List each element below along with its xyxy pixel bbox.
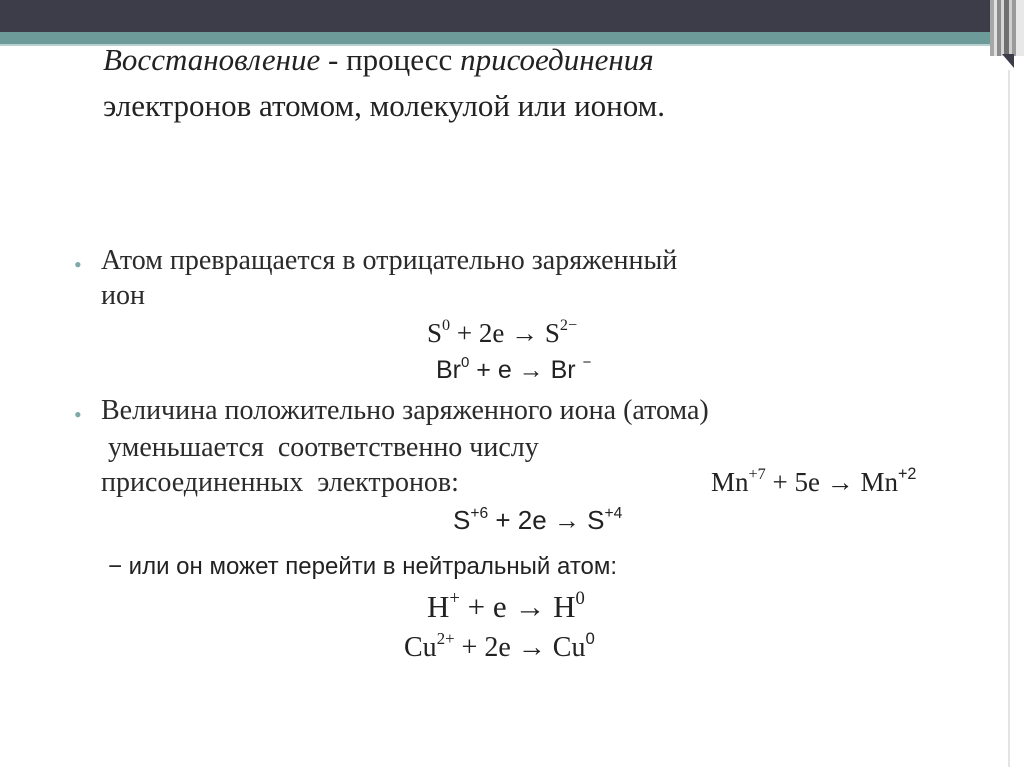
eq-h-lhs: H — [427, 589, 450, 624]
eq-br-rhs-charge: − — [582, 354, 592, 372]
eq-br-lhs: Br — [436, 356, 461, 384]
equation-sulfur-ion-reduction — [453, 505, 622, 536]
eq-h-mid: + e → H — [459, 589, 576, 624]
eq-cu-lhs: Cu — [404, 632, 437, 663]
eq-s-lhs: S — [427, 318, 443, 348]
eq-mn-mid: + 5e → Mn — [765, 467, 898, 497]
bullet-1-line2: ион — [101, 280, 145, 311]
slide-title — [103, 42, 654, 78]
title-connector: - процесс — [320, 42, 461, 77]
neutral-atom-note: − или он может перейти в нейтральный атом: — [108, 553, 618, 580]
eq-sion-mid: + 2e → S — [488, 505, 605, 535]
bullet-1-line1: Атом превращается в отрицательно заряженный — [101, 245, 678, 276]
equation-copper-reduction — [404, 629, 595, 664]
eq-br-mid: + e → Br — [469, 356, 583, 384]
eq-s-mid: + 2e → S — [450, 318, 560, 348]
eq-h-lhs-charge: + — [449, 587, 460, 609]
eq-mn-lhs: Mn — [711, 467, 749, 497]
bullet-dot: • — [74, 402, 82, 427]
bullet-2-line1: Величина положительно заряженного иона (атома) — [101, 395, 709, 426]
eq-cu-lhs-charge: 2+ — [436, 629, 455, 648]
bullet-2-line3: присоединенных электронов: — [101, 467, 459, 498]
eq-cu-rhs-charge: 0 — [585, 629, 595, 648]
eq-h-rhs-charge: 0 — [575, 587, 585, 609]
eq-s-lhs-charge: 0 — [442, 316, 451, 335]
eq-sion-rhs-charge: +4 — [604, 504, 623, 522]
eq-sion-lhs-charge: +6 — [470, 504, 489, 522]
equation-hydrogen-reduction — [427, 589, 585, 625]
title-term: Восстановление — [103, 42, 321, 77]
right-page-edge — [1008, 70, 1010, 767]
page-corner-icon — [1002, 54, 1014, 68]
title-italic-word: присоединения — [460, 42, 654, 77]
eq-cu-mid: + 2e → Cu — [454, 632, 586, 663]
bullet-dot: • — [74, 252, 82, 277]
eq-br-lhs-charge: 0 — [461, 354, 470, 372]
equation-manganese-reduction — [711, 467, 916, 498]
header-band — [0, 0, 1024, 32]
eq-mn-rhs-charge: +2 — [897, 465, 917, 484]
bullet-2-line2: уменьшается соответственно числу — [101, 432, 539, 463]
header-right-bars — [990, 0, 1024, 56]
slide-title-line2: электронов атомом, молекулой или ионом. — [103, 88, 666, 123]
equation-sulfur-reduction — [427, 318, 577, 349]
equation-bromine-reduction — [436, 356, 591, 385]
eq-mn-lhs-charge: +7 — [748, 465, 766, 484]
eq-sion-lhs: S — [453, 505, 471, 535]
eq-s-rhs-charge: 2− — [559, 316, 578, 335]
